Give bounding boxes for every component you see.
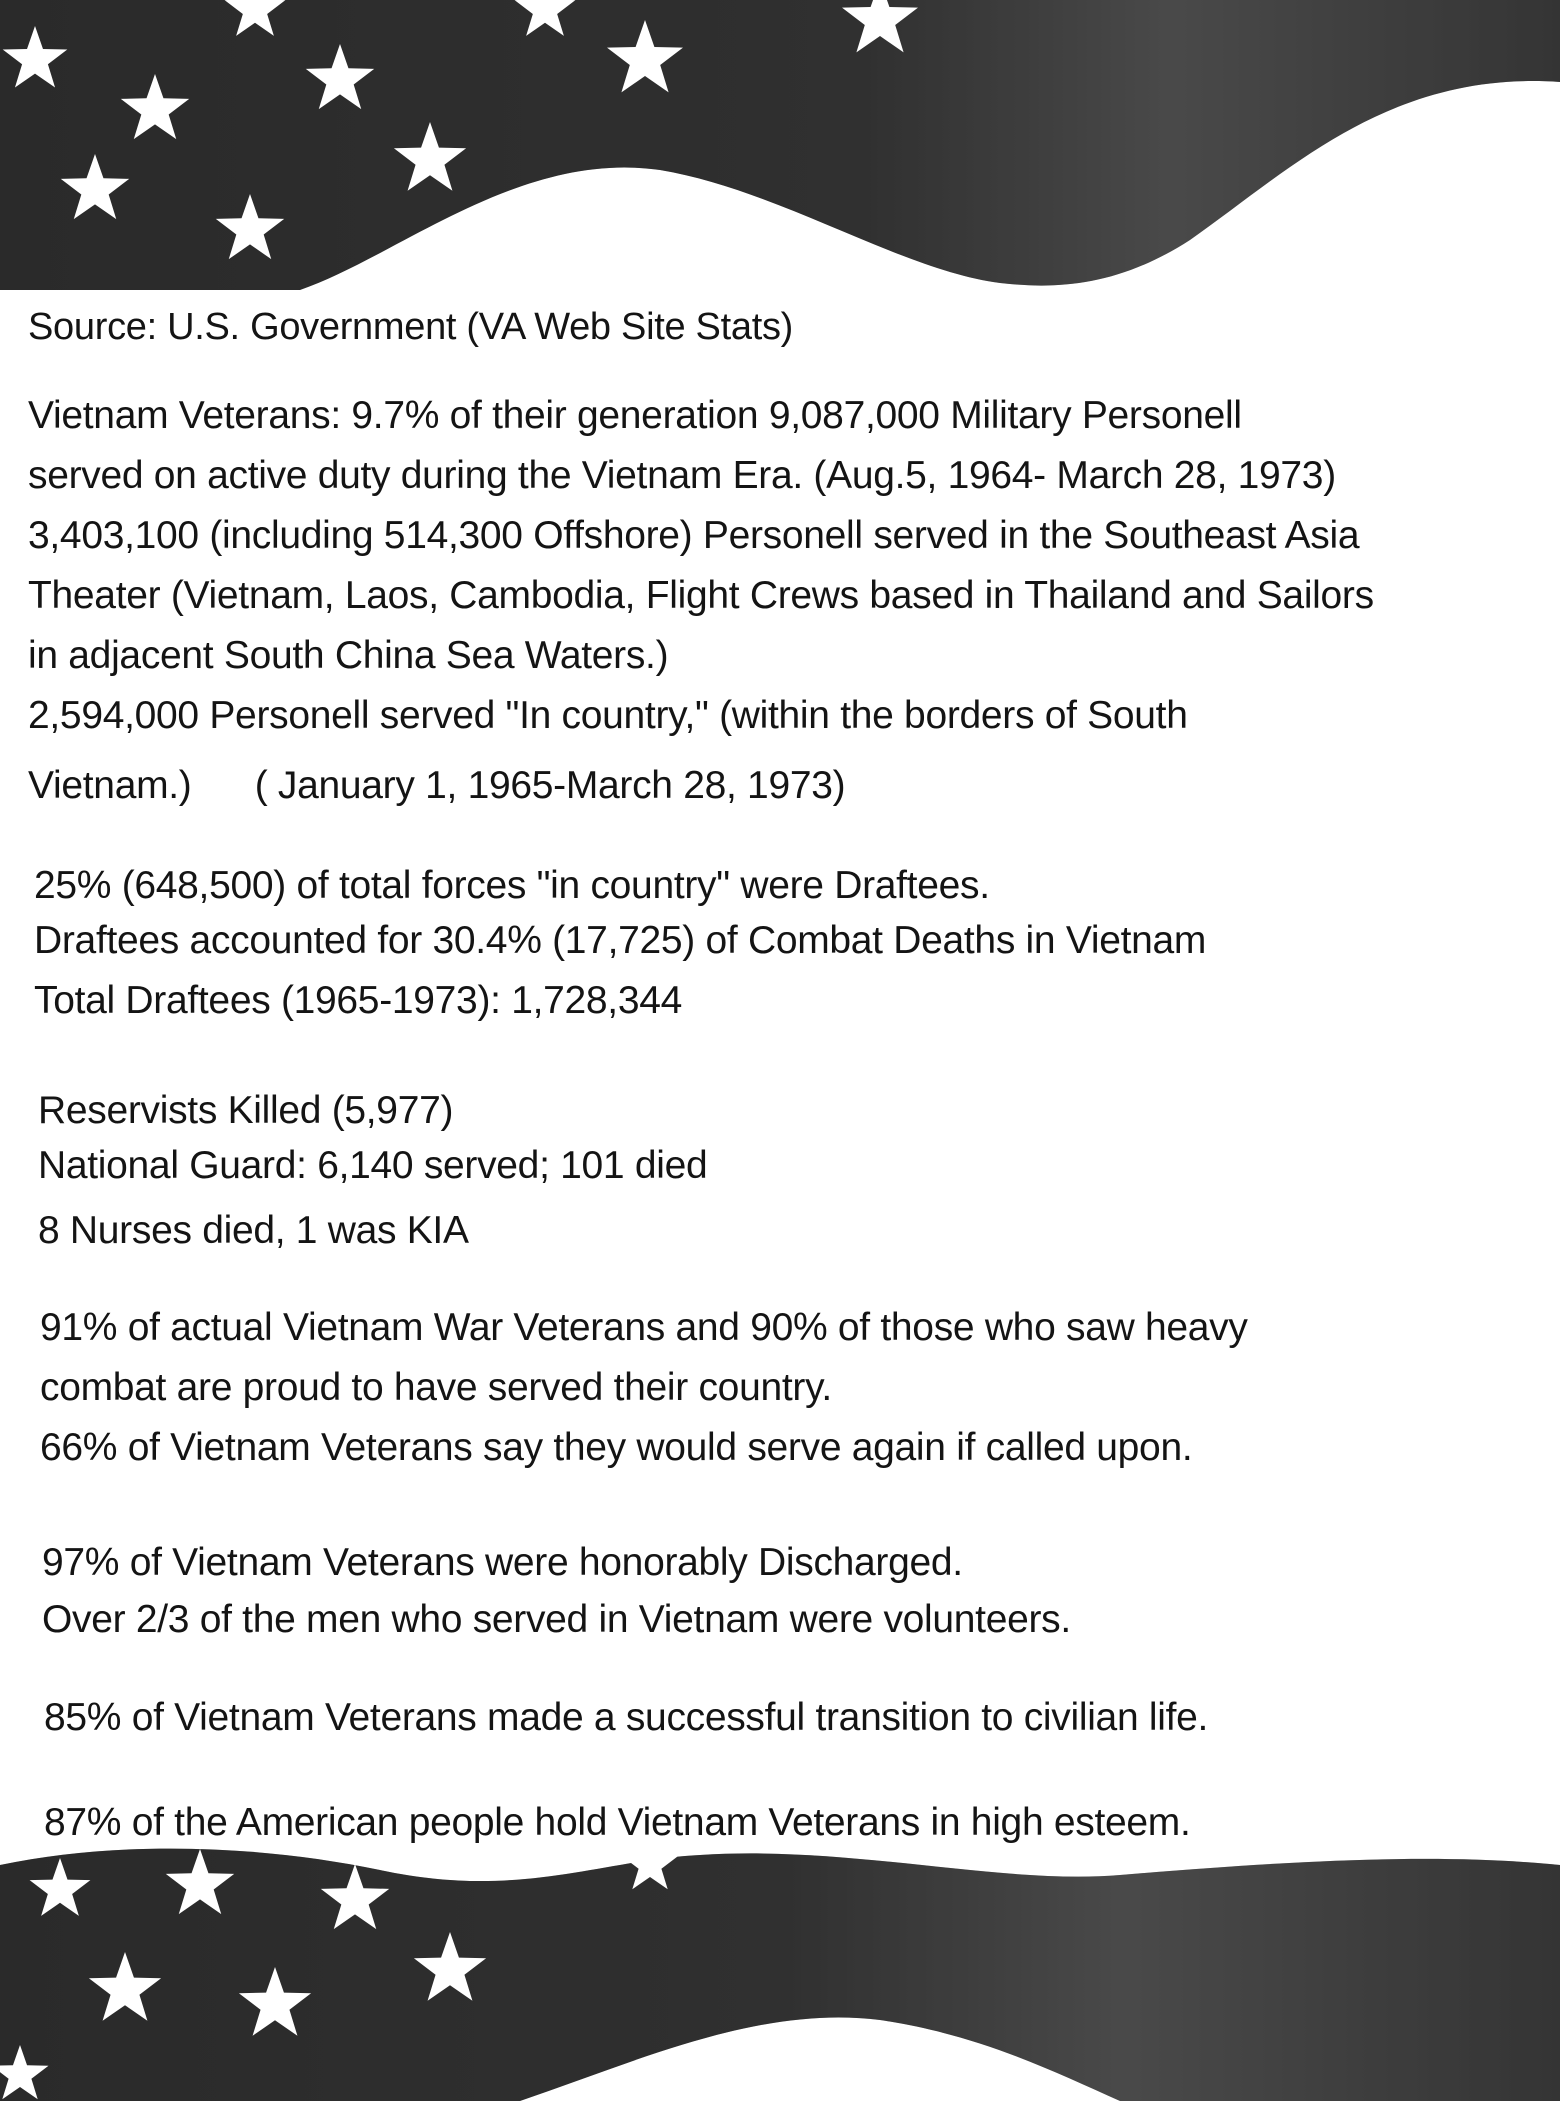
text-line: 97% of Vietnam Veterans were honorably Discharged.: [42, 1541, 963, 1584]
text-line: Over 2/3 of the men who served in Vietnam were volunteers.: [42, 1598, 1071, 1641]
text-line: Vietnam Veterans: 9.7% of their generation 9,087,000 Military Personell: [28, 394, 1242, 437]
text-line: 91% of actual Vietnam War Veterans and 90% of those who saw heavy: [40, 1306, 1248, 1349]
text-line: in adjacent South China Sea Waters.): [28, 634, 669, 677]
text-line: Theater (Vietnam, Laos, Cambodia, Flight Crews based in Thailand and Sailors: [28, 574, 1374, 617]
text-line: 3,403,100 (including 514,300 Offshore) Personell served in the Southeast Asia: [28, 514, 1360, 557]
text-line: served on active duty during the Vietnam Era. (Aug.5, 1964- March 28, 1973): [28, 454, 1336, 497]
text-line: 85% of Vietnam Veterans made a successful transition to civilian life.: [44, 1696, 1209, 1739]
text-line: Draftees accounted for 30.4% (17,725) of Combat Deaths in Vietnam: [34, 919, 1207, 962]
bottom-flag-banner: [0, 1845, 1560, 2101]
text-line: National Guard: 6,140 served; 101 died: [38, 1144, 708, 1187]
text-line: Reservists Killed (5,977): [38, 1089, 454, 1132]
text-line: combat are proud to have served their country.: [40, 1366, 832, 1409]
text-line: 87% of the American people hold Vietnam Veterans in high esteem.: [44, 1801, 1191, 1844]
text-line: Vietnam.) ( January 1, 1965-March 28, 1973): [28, 764, 846, 807]
source-line: Source: U.S. Government (VA Web Site Stats): [28, 306, 794, 348]
text-line: 2,594,000 Personell served "In country," (within the borders of South: [28, 694, 1188, 737]
text-line: 25% (648,500) of total forces "in country" were Draftees.: [34, 864, 990, 907]
text-line: Total Draftees (1965-1973): 1,728,344: [34, 979, 682, 1022]
text-line: 66% of Vietnam Veterans say they would serve again if called upon.: [40, 1426, 1193, 1469]
text-line: 8 Nurses died, 1 was KIA: [38, 1209, 469, 1252]
